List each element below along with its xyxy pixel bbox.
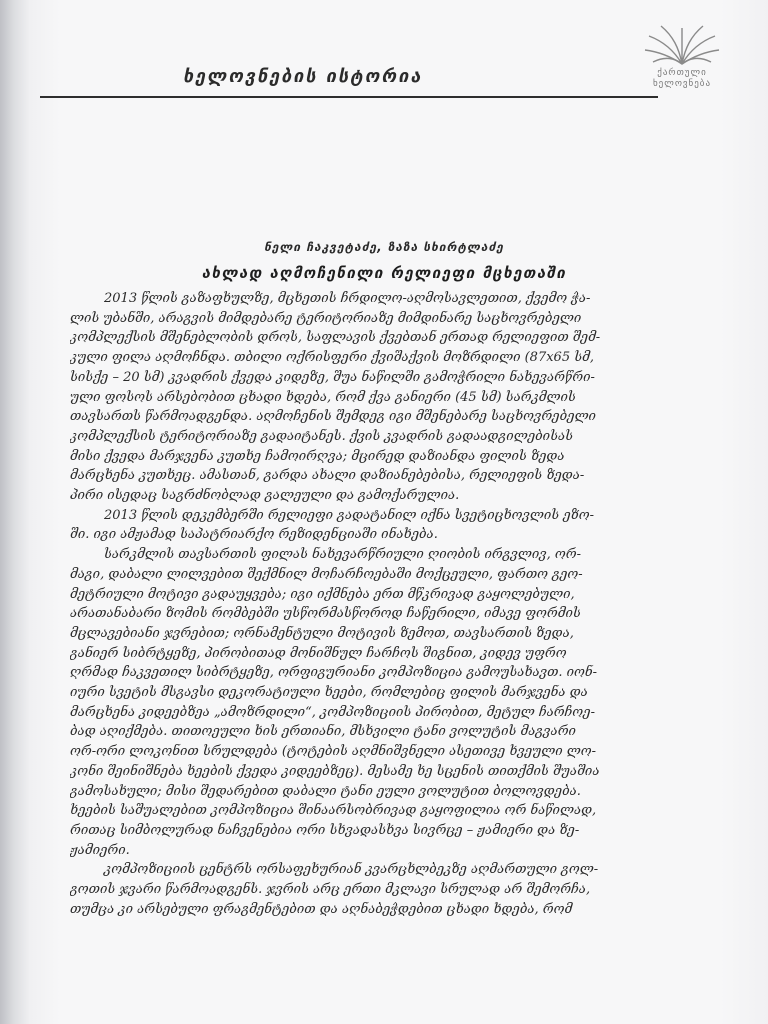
publisher-logo [628,18,736,92]
text-line: მარცხენა კიდეებზეა „ამოზრდილი“, კომპოზიციის პირობით, მეტულ ჩარჩოე- [70,704,595,720]
article-body [70,289,700,920]
text-line: მარცხენა კუთხეც. ამასთან, გარდა ახალი დაზიანებებისა, რელიეფის ზედა- [70,468,585,484]
text-line: არათანაბარი ზომის რომბებში უსწორმასწოროდ ჩაწერილი, იმავე ფორმის [70,606,581,622]
text-line: სარკმლის თავსართის ფილას ნახევარწრიული ღიობის ირგვლივ, ორ- [104,547,581,563]
paragraph-4 [70,860,700,919]
header-rule [40,96,658,98]
text-line: ჟამიერი. [70,842,130,858]
text-line: თუმცა კი არსებული ფრაგმენტებით და აღნაბეჭდებით ცხადი ხდება, რომ [70,901,573,917]
text-line: გამოსახული; მისი შედარებით დაბალი ტანი ეული ვოლუტით ბოლოვდება. [70,783,581,799]
paragraph-1 [70,289,700,506]
paragraph-3 [70,545,700,860]
text-line: მეტრიული მოტივი გადაუყვება; იგი იქმნება ერთ მწკრივად გაყოლებული, [70,586,575,602]
text-line: თავსართს წარმოადგენდა. აღმოჩენის შემდეგ იგი მშენებარე საცხოვრებელი [70,409,596,425]
text-line: კომპლექსის ტერიტორიაზე გადაიტანეს. ქვის კვადრის გადაადგილებისას [70,428,574,444]
text-line: ლის უბანში, არაგვის მიმდებარე ტერიტორიაზე მიმდინარე საცხოვრებელი [70,310,582,326]
logo-text-line2: ხელოვნება [652,79,712,89]
paragraph-2 [70,506,700,545]
text-line: ხეების საშუალებით კომპოზიცია შინაარსობრივად გაყოფილია ორ ნაწილად, [70,803,597,819]
logo-text-line1: ქართული [657,68,707,78]
text-line: რითაც სიმბოლურად ნაჩვენებია ორი სხვადასხვა სივრცე – ჟამიერი და ზე- [70,822,580,838]
text-line: ორ-ორი ლოკონით სრულდება (ტოტების აღმნიშვნელი ასეთივე ხვეული ლო- [70,744,597,760]
text-line: განიერ სიბრტყეზე, პირობითად მონიშნულ ჩარჩოს შიგნით, კიდევ უფრო [70,645,567,661]
text-line: ბად აღიქმება. თითოეული ხის ერთიანი, მსხვილი ტანი ვოლუტის მაგვარი [70,724,576,740]
text-line: მაგი, დაბალი ლილვებით შექმნილ მოჩარჩოებაში მოქცეული, ფართო გეო- [70,566,583,582]
text-line: გოთის ჯვარი წარმოადგენს. ჯვრის არც ერთი მკლავი სრულად არ შემორჩა, [70,882,591,898]
text-line: კომპოზიციის ცენტრს ორსაფეხურიან კვარცხლბეკზე აღმართული გოლ- [104,862,599,878]
running-header: ხელოვნების ისტორია [183,66,423,87]
text-line: 2013 წლის დეკემბერში რელიეფი გადატანილ იქნა სვეტიცხოვლის ეზო- [104,507,594,523]
text-line: კომპლექსის მშენებლობის დროს, საფლავის ქვებთან ერთად რელიეფით შემ- [70,330,601,346]
text-line: ღრმად ჩაკვეთილ სიბრტყეზე, ორფიგურიანი კომპოზიცია გამოუსახავთ. იონ- [70,665,598,681]
text-line: კონი შეინიშნება ხეების ქვედა კიდეებზეც). მესამე ხე სცენის თითქმის შუაშია [70,763,600,779]
text-line: კული ფილა აღმოჩნდა. თბილი ოქრისფერი ქვიშაქვის მოზრდილი (87x65 სმ, [70,350,594,366]
book-fan-icon [639,18,725,68]
article-authors: ნელი ჩაკვეტაძე, ზაზა სხირტლაძე [264,240,504,254]
text-line: მისი ქვედა მარჯვენა კუთხე ჩამოირღვა; მცირედ დაზიანდა ფილის ზედა [70,448,565,464]
text-line: 2013 წლის გაზაფხულზე, მცხეთის ჩრდილო-აღმოსავლეთით, ქვემო ჭა- [104,291,591,306]
text-line: პირი ისედაც საგრძნობლად გალეული და გამოქარულია. [70,488,460,504]
text-line: იური სვეტის მსგავსი დეკორატიული ხეები, რომლებიც ფილის მარჯვენა და [70,685,588,701]
article-title: ახლად აღმოჩენილი რელიეფი მცხეთაში [201,264,567,282]
text-line: ში. იგი ამჟამად საპატრიარქო რეზიდენციაში ინახება. [70,527,438,543]
text-line: მცლავებიანი ჯვრებით; ორნამენტული მოტივის ზემოთ, თავსართის ზედა, [70,625,574,641]
text-line: ული ფოსოს არსებობით ცხადი ხდება, რომ ქვა განიერი (45 სმ) სარკმლის [70,389,576,405]
text-line: სისქე – 20 სმ) კვადრის ქვედა კიდეზე, შუა ნაწილში გამოჭრილი ნახევარწრი- [70,369,595,385]
